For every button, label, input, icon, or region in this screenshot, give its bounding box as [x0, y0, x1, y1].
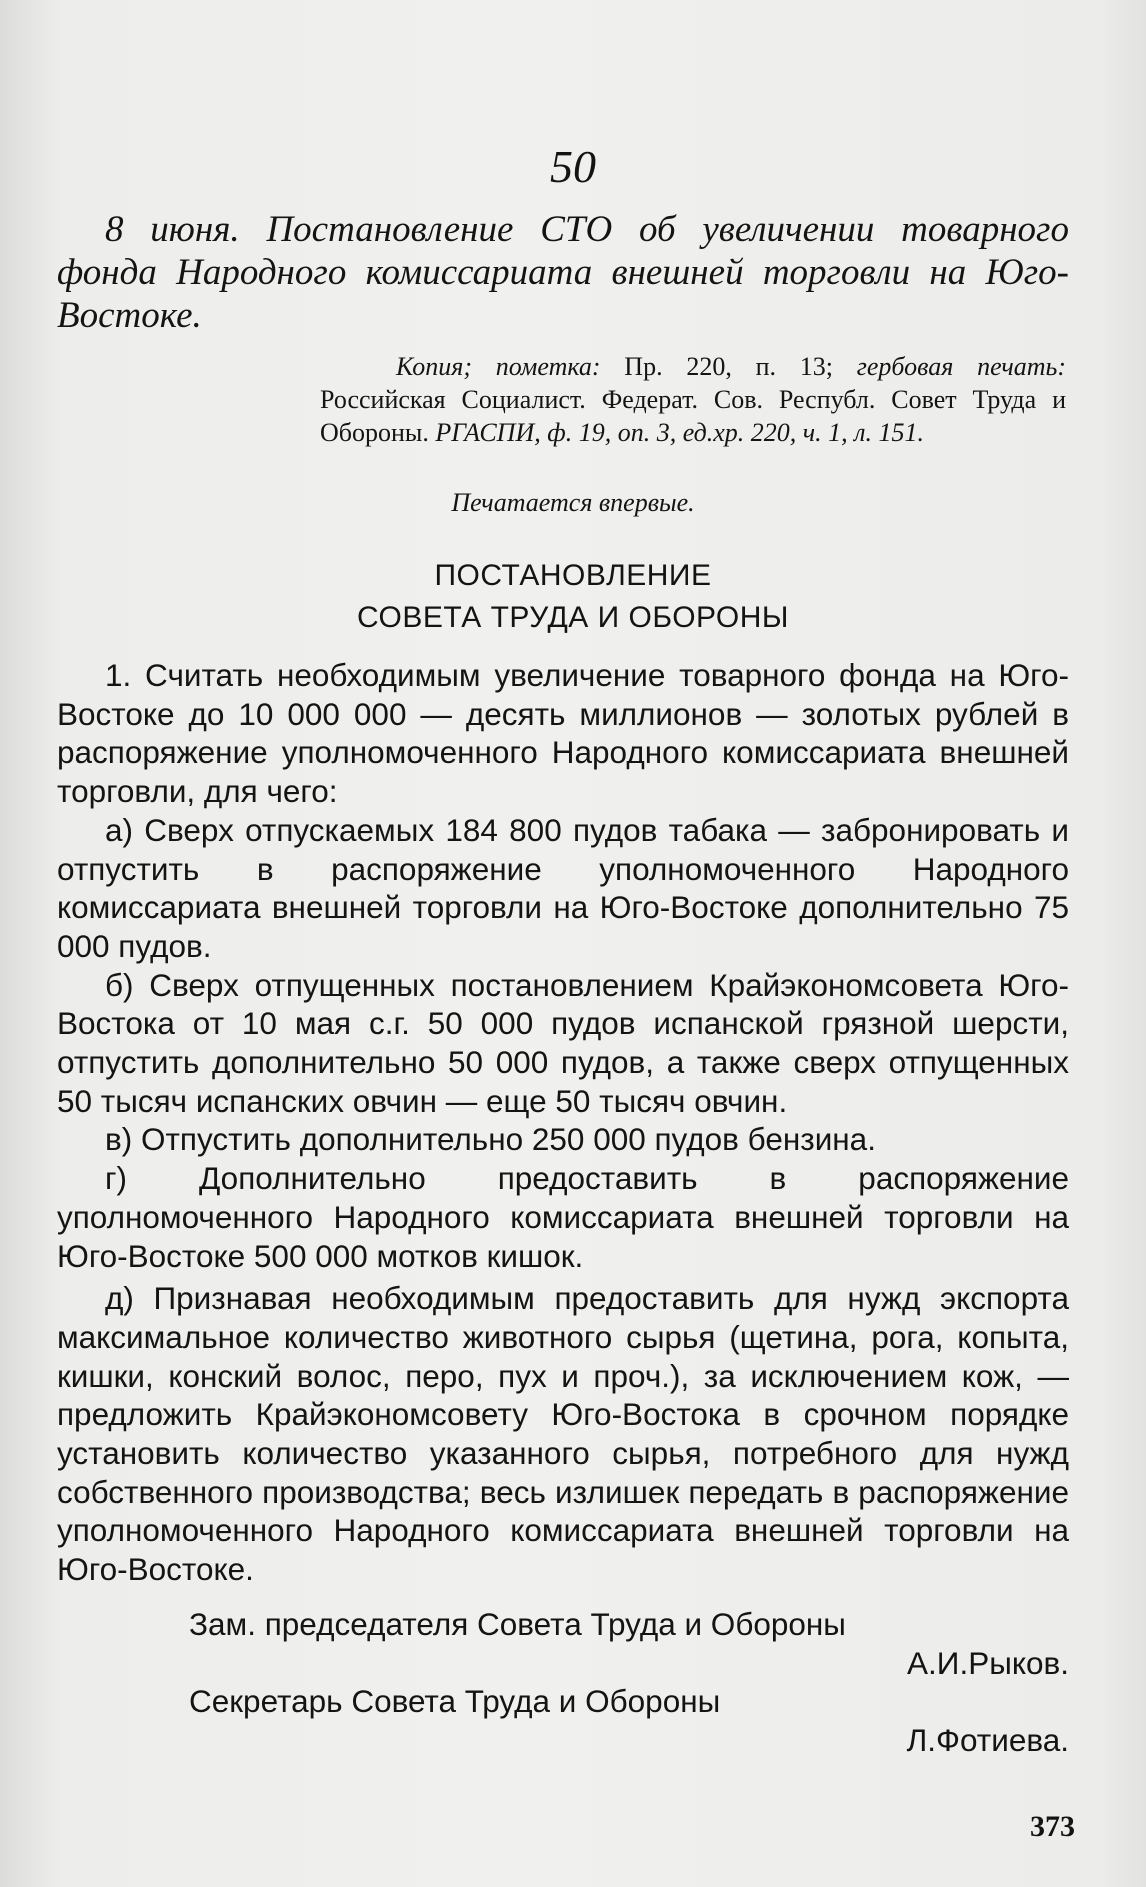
- document-heading: 8 июня. Постановление СТО об увеличении товарного фонда Народного комиссариата внешней торговли на Юго-Востоке.: [57, 209, 1069, 336]
- source-note: [320, 350, 1066, 449]
- signatures: [57, 1605, 1069, 1760]
- first-publication-note: Печатается впервые.: [451, 488, 695, 517]
- signature-name-rykov: А.И.Рыков.: [907, 1644, 1069, 1681]
- copy-label: Копия; пометка:: [396, 352, 601, 381]
- copy-text: Пр. 220, п. 13;: [600, 352, 857, 381]
- archive-reference: РГАСПИ, ф. 19, оп. 3, ед.хр. 220, ч. 1, л. 151.: [435, 418, 925, 447]
- document-number: 50: [550, 141, 596, 192]
- paragraph-a: а) Сверх отпускаемых 184 800 пудов табака — забронировать и отпустить в распоряжение уполномоченного Народного комиссариата внешней торговли на Юго-Востоке дополнительно 75 000 пудов.: [57, 811, 1069, 964]
- signature-name-fotieva: Л.Фотиева.: [906, 1722, 1069, 1759]
- paragraph-d: д) Признавая необходимым предоставить для нужд экспорта максимальное количество животного сырья (щетина, рога, копыта, кишки, конский волос, перо, пух и проч.), за исключением кож, — предложить Крайэкономсовету Юго-Востока в срочном порядке установить количество указанного сырья, потребного для нужд собственного производства; весь излишек передать в распоряжение уполномоченного Народного комиссариата внешней торговли на Юго-Востоке.: [57, 1280, 1069, 1588]
- paragraph-b: б) Сверх отпущенных постановлением Крайэкономсовета Юго-Востока от 10 мая с.г. 50 000 пудов испанской грязной шерсти, отпустить дополнительно 50 000 пудов, а также сверх отпущенных 50 тысяч испанских овчин — еще 50 тысяч овчин.: [57, 966, 1069, 1119]
- signature-title-secretary: Секретарь Совета Труда и Обороны: [189, 1683, 721, 1720]
- resolution-title-line1: ПОСТАНОВЛЕНИЕ: [434, 559, 712, 592]
- paragraph-1: 1. Считать необходимым увеличение товарного фонда на Юго-Востоке до 10 000 000 — десять миллионов — золотых рублей в распоряжение уполномоченного Народного комиссариата внешней торговли, для чего:: [57, 657, 1069, 810]
- resolution-body: [57, 656, 1069, 1589]
- page-number: 373: [1030, 1810, 1075, 1843]
- resolution-title-line2: СОВЕТА ТРУДА И ОБОРОНЫ: [357, 601, 789, 634]
- seal-label: гербовая печать:: [856, 352, 1066, 381]
- resolution-title: [0, 555, 1146, 639]
- paragraph-v: в) Отпустить дополнительно 250 000 пудов бензина.: [105, 1121, 876, 1158]
- seal-text: Российская Социалист. Федерат. Сов. Республ. Совет Труда и Обороны.: [320, 385, 1066, 447]
- paragraph-g: г) Дополнительно предоставить в распоряжение уполномоченного Народного комиссариата внешней торговли на Юго-Востоке 500 000 мотков кишок.: [57, 1160, 1069, 1274]
- signature-title-deputy: Зам. председателя Совета Труда и Обороны: [189, 1606, 846, 1642]
